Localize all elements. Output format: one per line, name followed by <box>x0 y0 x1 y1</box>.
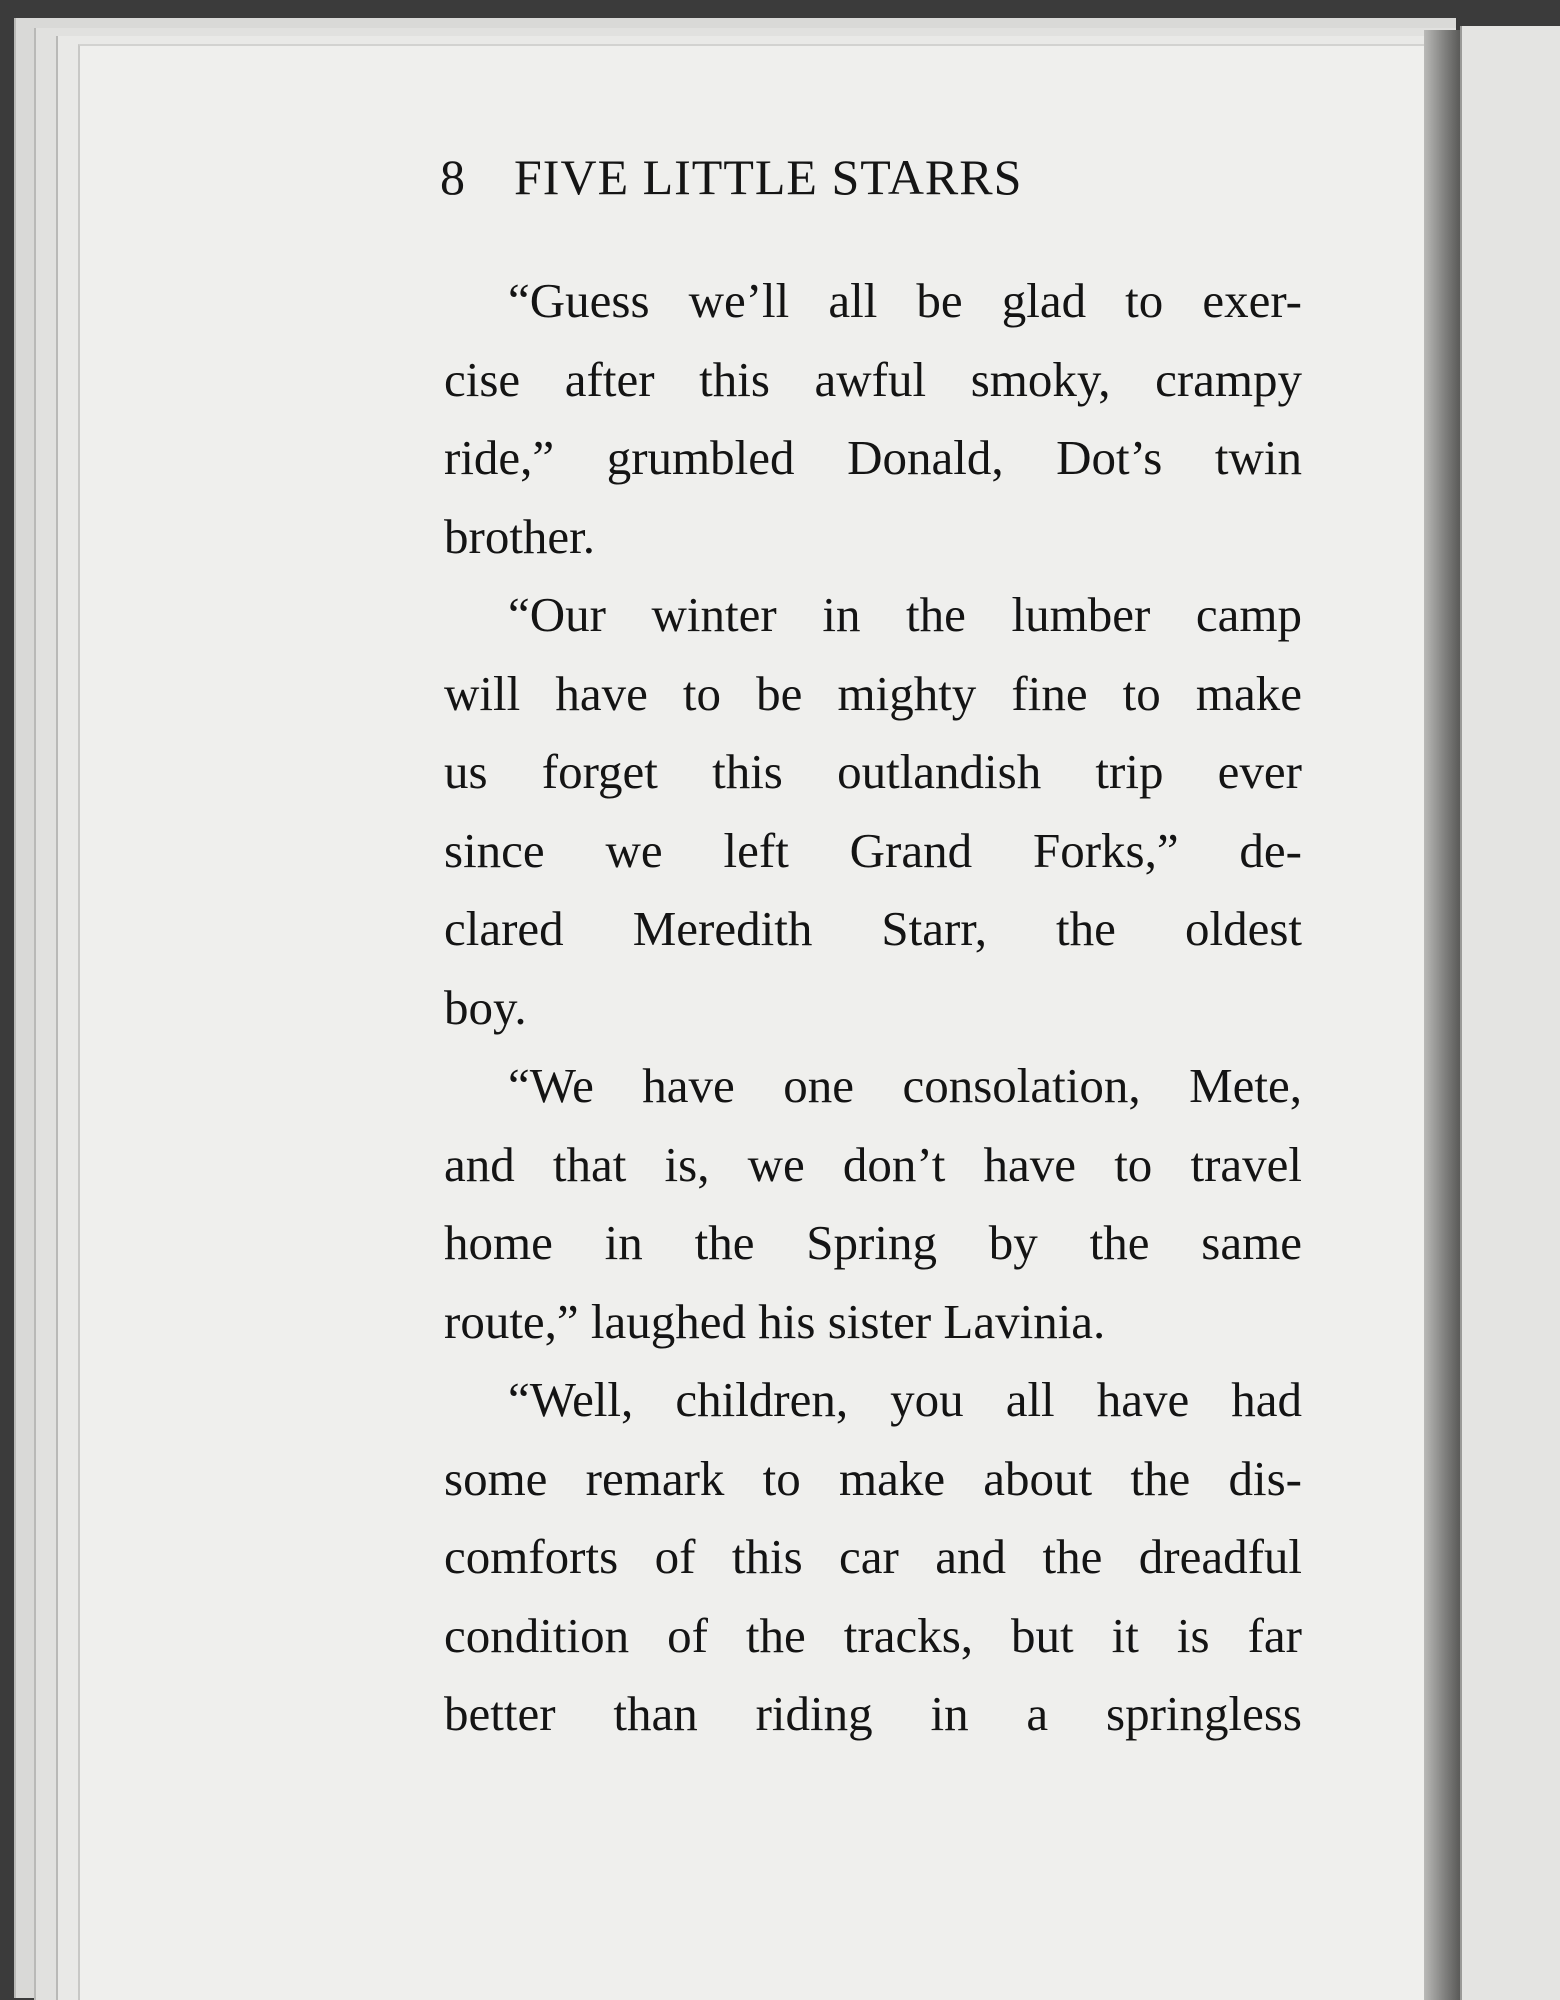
text-line: route,” laughed his sister Lavinia. <box>444 1293 1106 1349</box>
facing-page-edge <box>1460 26 1560 2000</box>
text-line: cise after this awful smoky, crampy <box>444 351 1302 407</box>
text-line: brother. <box>444 508 596 564</box>
text-line: since we left Grand Forks,” de- <box>444 822 1302 878</box>
text-line: boy. <box>444 979 527 1035</box>
text-line: “Well, children, you all have had <box>508 1372 1302 1427</box>
text-line: us forget this outlandish trip ever <box>444 744 1302 799</box>
page-number: 8 <box>440 149 466 205</box>
text-line: home in the Spring by the same <box>444 1215 1302 1270</box>
running-head <box>440 148 1200 206</box>
text-line: “Our winter in the lumber camp <box>508 587 1302 642</box>
text-line: “Guess we’ll all be glad to exer- <box>508 273 1302 328</box>
text-line: and that is, we don’t have to travel <box>444 1136 1302 1192</box>
text-line: “We have one consolation, Mete, <box>508 1058 1302 1113</box>
book-gutter <box>1424 30 1460 2000</box>
text-line: condition of the tracks, but it is far <box>444 1607 1302 1663</box>
body-text <box>444 262 1302 1754</box>
text-line: comforts of this car and the dreadful <box>444 1529 1302 1584</box>
text-line: will have to be mighty fine to make <box>444 665 1302 721</box>
book-title: FIVE LITTLE STARRS <box>514 149 1023 205</box>
text-line: some remark to make about the dis- <box>444 1450 1302 1506</box>
text-line: ride,” grumbled Donald, Dot’s twin <box>444 430 1302 485</box>
text-line: clared Meredith Starr, the oldest <box>444 901 1302 956</box>
text-line: better than riding in a springless <box>444 1686 1302 1741</box>
